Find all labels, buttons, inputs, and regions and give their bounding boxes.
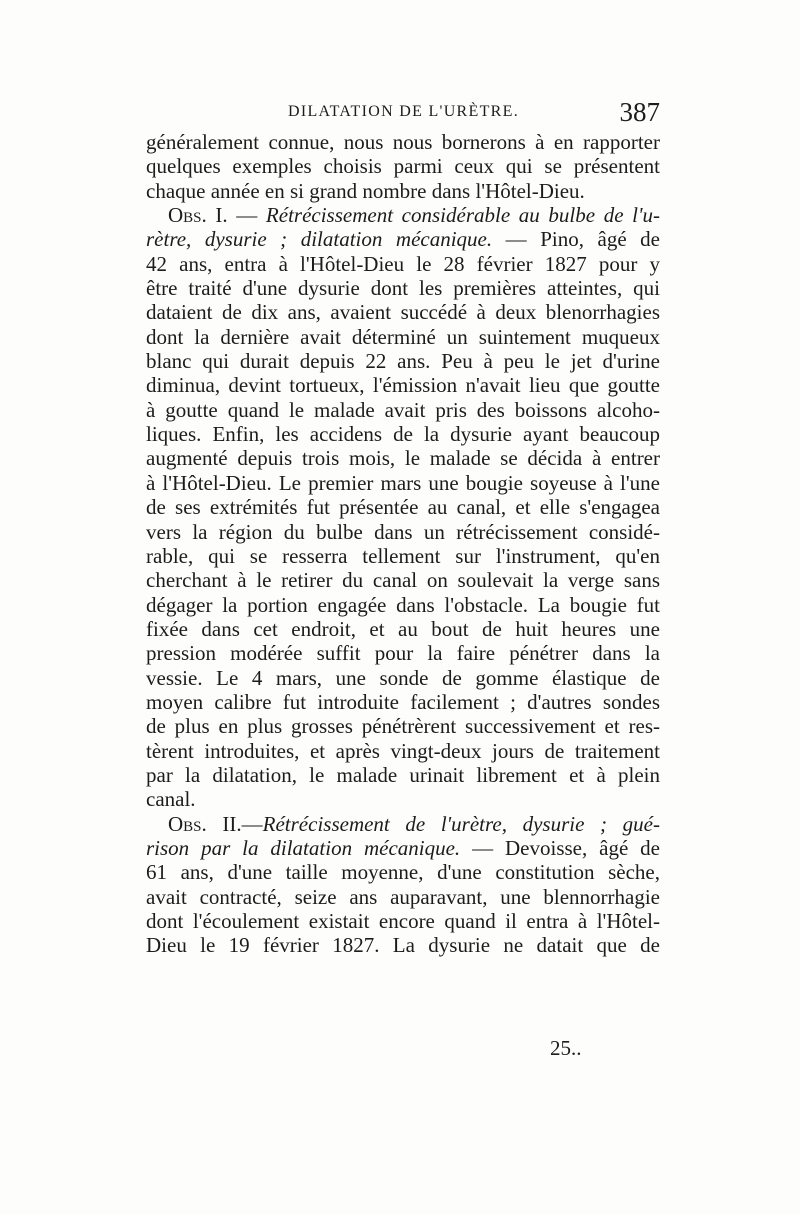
text-line: dont la dernière avait déterminé un suintement muqueux — [146, 324, 660, 349]
text-line: à l'Hôtel-Dieu. Le premier mars une bougie soyeuse à l'une — [146, 470, 660, 495]
text-line: 61 ans, d'une taille moyenne, d'une constitution sèche, — [146, 860, 660, 885]
observation-label: Obs. II.— — [168, 811, 263, 836]
text-line: fixée dans cet endroit, et au bout de huit heures une — [146, 616, 660, 641]
text-line: moyen calibre fut introduite facilement ; d'autres sondes — [146, 689, 660, 714]
page-header — [146, 97, 660, 131]
observation-2-heading-continued — [146, 836, 660, 860]
text-line: dataient de dix ans, avaient succédé à deux blenorrhagies — [146, 300, 660, 325]
observation-2-heading — [146, 812, 660, 836]
body-text — [146, 130, 660, 958]
observation-1-heading-continued — [146, 227, 660, 251]
text-line: quelques exemples choisis parmi ceux qui se présentent — [146, 154, 660, 179]
text-line: vers la région du bulbe dans un rétrécissement considé- — [146, 519, 660, 544]
text-line: 42 ans, entra à l'Hôtel-Dieu le 28 février 1827 pour y — [146, 251, 660, 276]
text-line: rable, qui se resserra tellement sur l'instrument, qu'en — [146, 543, 660, 568]
text-line: diminua, devint tortueux, l'émission n'avait lieu que goutte — [146, 373, 660, 398]
observation-title: Rétrécissement de l'urètre, dysurie ; gué- — [262, 811, 661, 836]
text-line: liques. Enfin, les accidens de la dysurie ayant beaucoup — [146, 422, 660, 447]
text-line: cherchant à le retirer du canal on soulevait la verge sans — [146, 568, 660, 593]
page-number: 387 — [619, 97, 660, 127]
text-line: augmenté depuis trois mois, le malade se décida à entrer — [146, 446, 660, 471]
text-line: par la dilatation, le malade urinait librement et à plein — [146, 762, 660, 787]
text-line: Dieu le 19 février 1827. La dysurie ne datait que de — [146, 933, 660, 958]
running-title: DILATATION DE L'URÈTRE. — [288, 103, 520, 120]
text-line: de plus en plus grosses pénétrèrent successivement et res- — [146, 714, 660, 739]
text-line: avait contracté, seize ans auparavant, une blennorrhagie — [146, 884, 660, 909]
signature-mark: 25.. — [550, 1036, 582, 1060]
text-line: blanc qui durait depuis 22 ans. Peu à peu le jet d'urine — [146, 349, 660, 374]
text-line: être traité d'une dysurie dont les premières atteintes, qui — [146, 276, 660, 301]
text-line: à goutte quand le malade avait pris des boissons alcoho- — [146, 397, 660, 422]
observation-1-heading — [146, 203, 660, 227]
text-line: chaque année en si grand nombre dans l'Hôtel-Dieu. — [146, 178, 585, 203]
text-line: canal. — [146, 787, 196, 812]
text-line: généralement connue, nous nous bornerons à en rapporter — [146, 130, 660, 154]
text-line: de ses extrémités fut présentée au canal, et elle s'engagea — [146, 495, 660, 520]
observation-label: Obs. I. — — [168, 203, 258, 228]
text-fragment: — Devoisse, âgé de — [472, 835, 660, 860]
text-line: dégager la portion engagée dans l'obstacle. La bougie fut — [146, 592, 660, 617]
text-line: pression modérée suffit pour la faire pénétrer dans la — [146, 641, 660, 666]
observation-title: rison par la dilatation mécanique. — [146, 835, 461, 860]
text-line: tèrent introduites, et après vingt-deux jours de traitement — [146, 738, 660, 763]
observation-title: rètre, dysurie ; dilatation mécanique. — [146, 227, 493, 252]
text-fragment: — Pino, âgé de — [505, 227, 660, 252]
text-line: dont l'écoulement existait encore quand il entra à l'Hôtel- — [146, 909, 660, 933]
text-line: vessie. Le 4 mars, une sonde de gomme élastique de — [146, 665, 660, 690]
observation-title: Rétrécissement considérable au bulbe de l'u- — [265, 203, 660, 228]
